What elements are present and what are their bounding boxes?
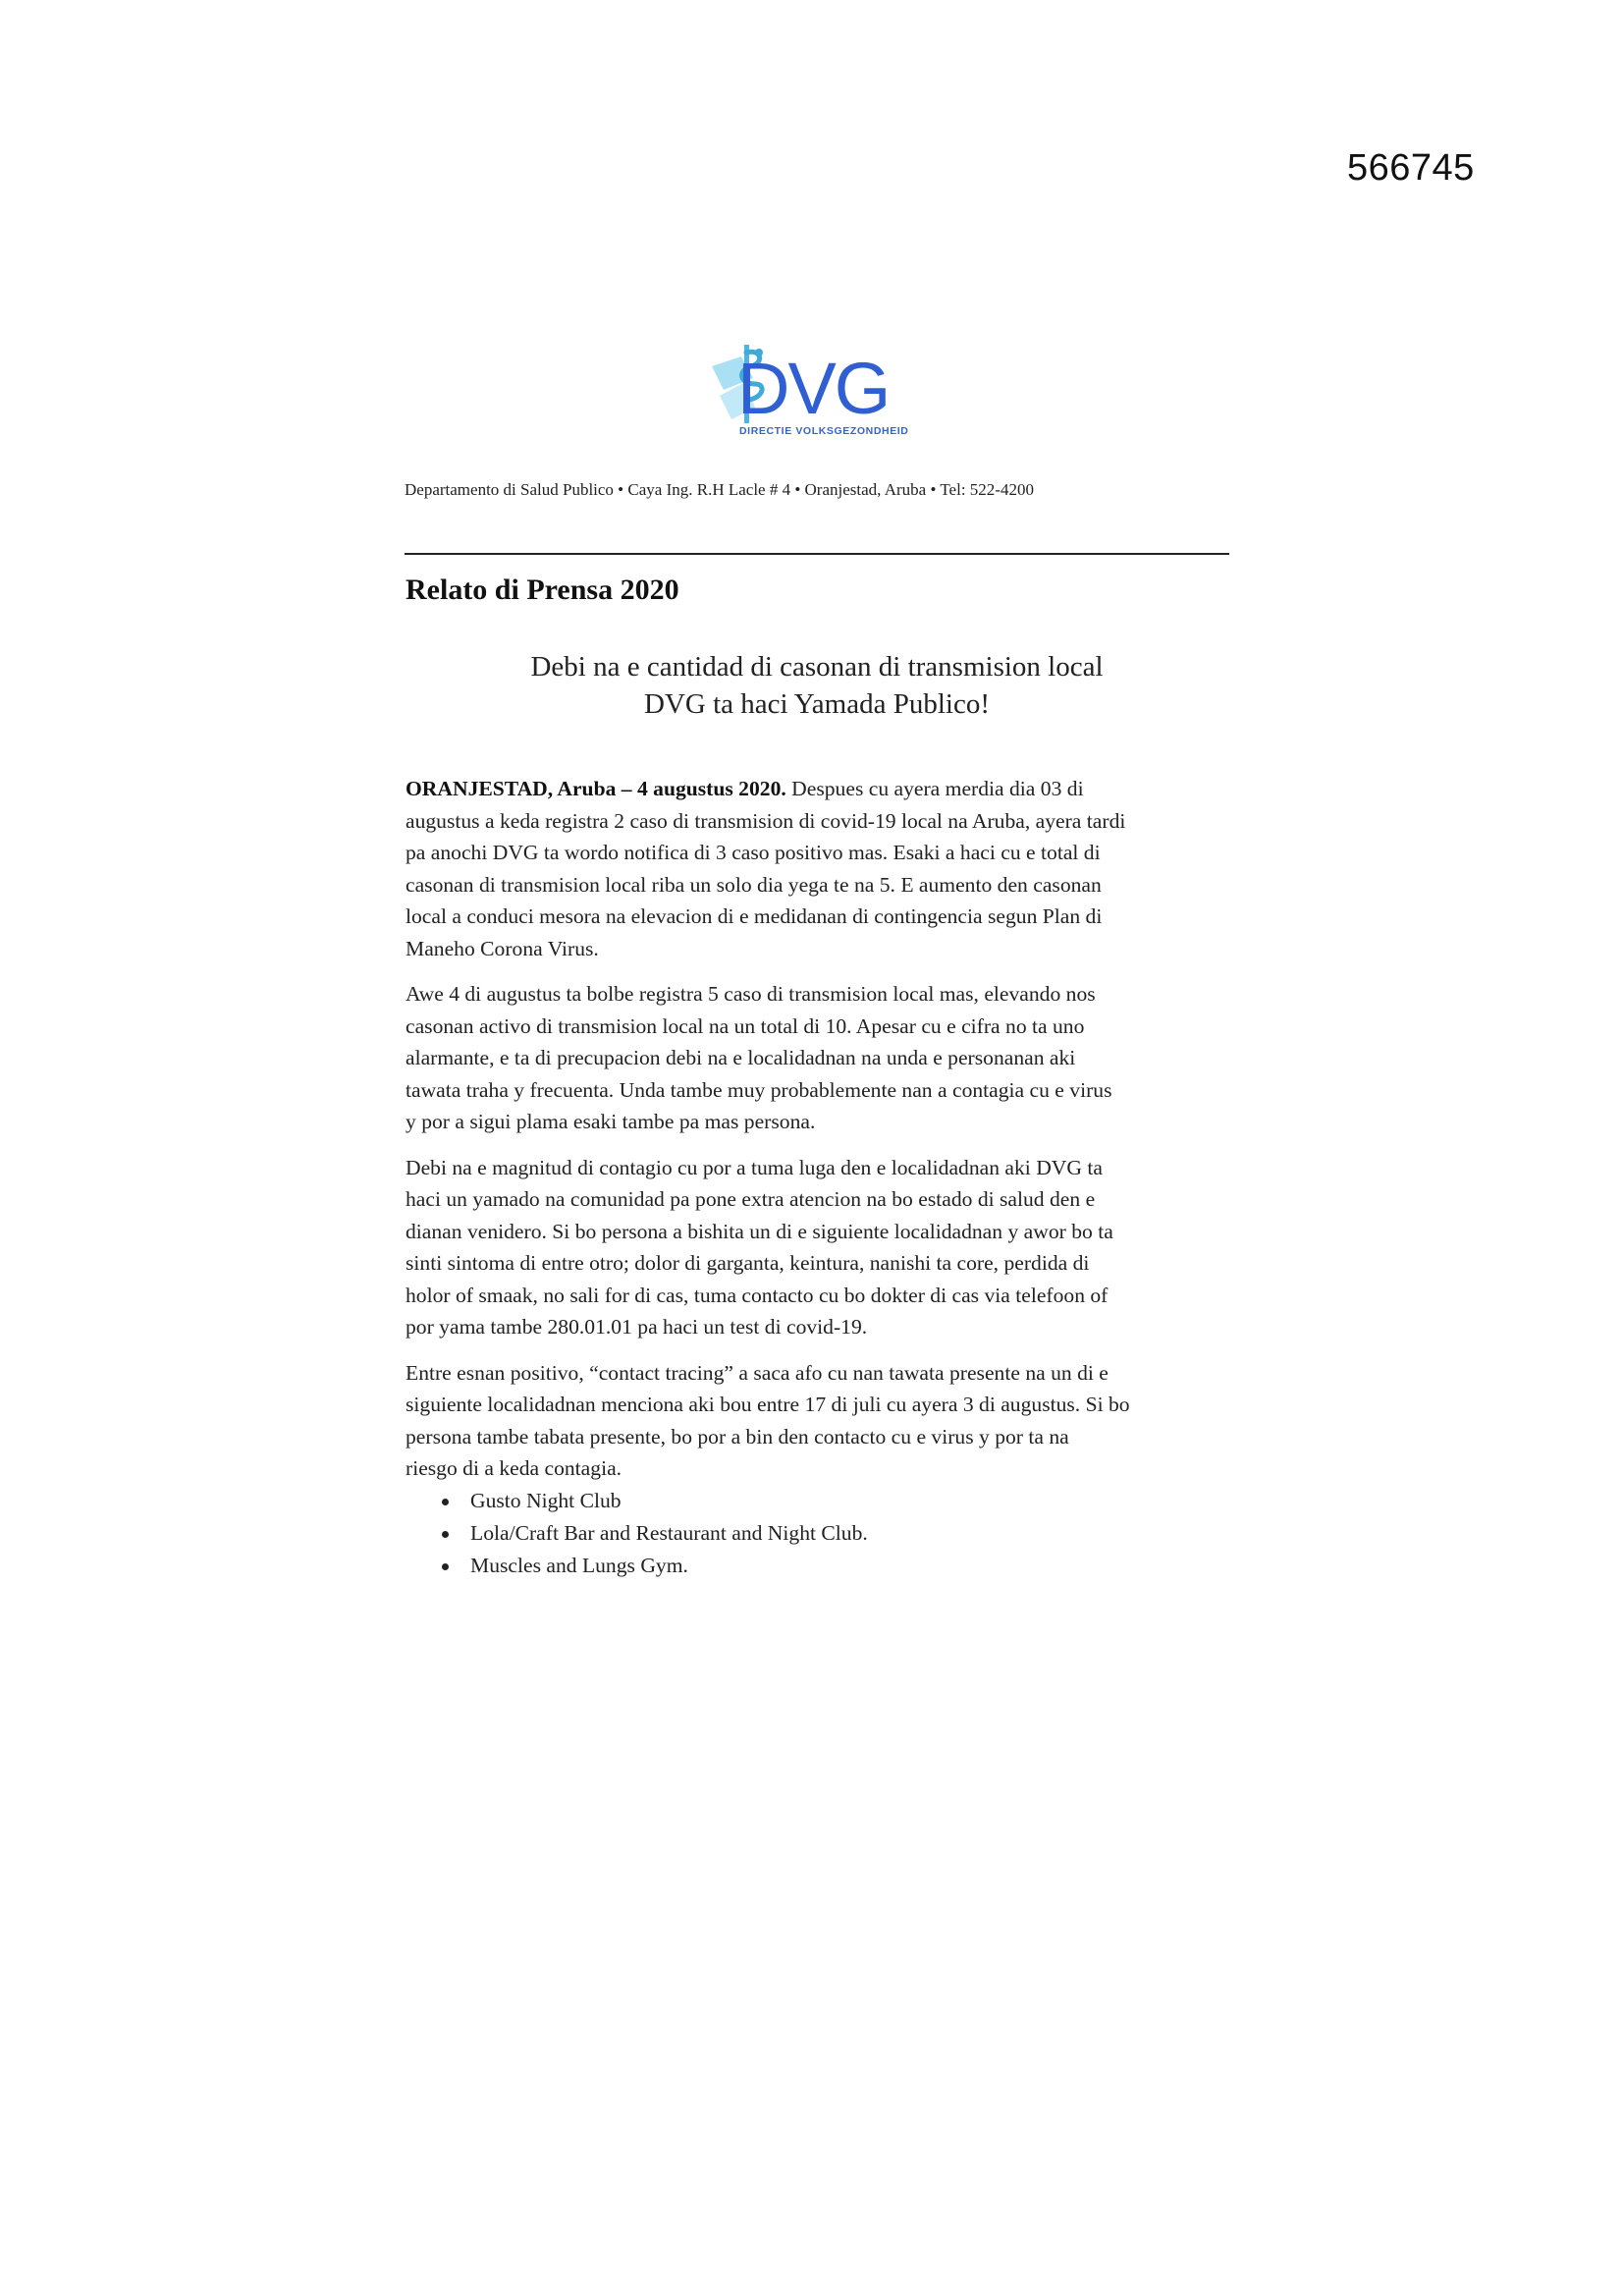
paragraph-line: dianan venidero. Si bo persona a bishita un di e siguiente localidadnan y awor bo ta: [406, 1219, 1113, 1243]
paragraph-line: por yama tambe 280.01.01 pa haci un test di covid-19.: [406, 1315, 868, 1339]
address-line: Departamento di Salud Publico • Caya Ing. R.H Lacle # 4 • Oranjestad, Aruba • Tel: 522-4200: [405, 480, 1034, 499]
bullet-icon: [442, 1563, 449, 1570]
paragraph-2: [406, 978, 1240, 1138]
paragraph-line: riesgo di a keda contagia.: [406, 1456, 622, 1480]
headline-line-2: DVG ta haci Yamada Publico!: [644, 688, 990, 720]
locations-list: [406, 1485, 1240, 1582]
list-item: Lola/Craft Bar and Restaurant and Night Club.: [406, 1517, 1240, 1550]
paragraph-line: Maneho Corona Virus.: [406, 936, 599, 960]
paragraph-line: tawata traha y frecuenta. Unda tambe muy probablemente nan a contagia cu e virus: [406, 1077, 1112, 1102]
dvg-logo: [702, 339, 938, 447]
paragraph-line: casonan di transmision local riba un solo dia yega te na 5. E aumento den casonan: [406, 872, 1102, 897]
paragraph-line: local a conduci mesora na elevacion di e medidanan di contingencia segun Plan di: [406, 904, 1103, 928]
paragraph-line: haci un yamado na comunidad pa pone extra atencion na bo estado di salud den e: [406, 1187, 1096, 1211]
list-item: Gusto Night Club: [406, 1485, 1240, 1517]
paragraph-line: siguiente localidadnan menciona aki bou entre 17 di juli cu ayera 3 di augustus. Si bo: [406, 1393, 1130, 1416]
document-id: 566745: [1347, 147, 1475, 189]
section-title: Relato di Prensa 2020: [406, 574, 679, 606]
dateline: ORANJESTAD, Aruba – 4 augustus 2020.: [406, 777, 786, 800]
paragraph-line: casonan activo di transmision local na un total di 10. Apesar cu e cifra no ta uno: [406, 1013, 1085, 1038]
paragraph-1: [406, 773, 1240, 964]
paragraph-line: Despues cu ayera merdia dia 03 di: [785, 777, 1084, 800]
dvg-logo-mark: [702, 339, 938, 432]
logo-text: DVG: [737, 348, 890, 429]
header-divider: [405, 553, 1229, 555]
headline: [405, 648, 1229, 723]
list-item: Muscles and Lungs Gym.: [406, 1550, 1240, 1582]
paragraph-line: persona tambe tabata presente, bo por a bin den contacto cu e virus y por ta na: [406, 1424, 1069, 1449]
paragraph-line: y por a sigui plama esaki tambe pa mas persona.: [406, 1110, 816, 1133]
paragraph-line: alarmante, e ta di precupacion debi na e localidadnan na unda e personanan aki: [406, 1046, 1076, 1069]
paragraph-line: sinti sintoma di entre otro; dolor di garganta, keintura, nanishi ta core, perdida di: [406, 1251, 1090, 1275]
paragraph-line: Entre esnan positivo, “contact tracing” a saca afo cu nan tawata presente na un di e: [406, 1360, 1109, 1385]
bullet-icon: [442, 1531, 449, 1538]
paragraph-line: augustus a keda registra 2 caso di transmision di covid-19 local na Aruba, ayera tardi: [406, 808, 1126, 833]
bullet-icon: [442, 1499, 449, 1505]
paragraph-3: [406, 1152, 1240, 1343]
paragraph-line: pa anochi DVG ta wordo notifica di 3 caso positivo mas. Esaki a haci cu e total di: [406, 841, 1101, 864]
paragraph-line: Debi na e magnitud di contagio cu por a tuma luga den e localidadnan aki DVG ta: [406, 1155, 1103, 1179]
article-body: [406, 773, 1240, 1582]
logo-subtitle: DIRECTIE VOLKSGEZONDHEID: [739, 425, 909, 437]
paragraph-4: [406, 1357, 1240, 1485]
paragraph-line: holor of smaak, no sali for di cas, tuma contacto cu bo dokter di cas via telefoon of: [406, 1283, 1109, 1307]
headline-line-1: Debi na e cantidad di casonan di transmision local: [530, 651, 1104, 683]
paragraph-line: Awe 4 di augustus ta bolbe registra 5 caso di transmision local mas, elevando nos: [406, 982, 1096, 1006]
